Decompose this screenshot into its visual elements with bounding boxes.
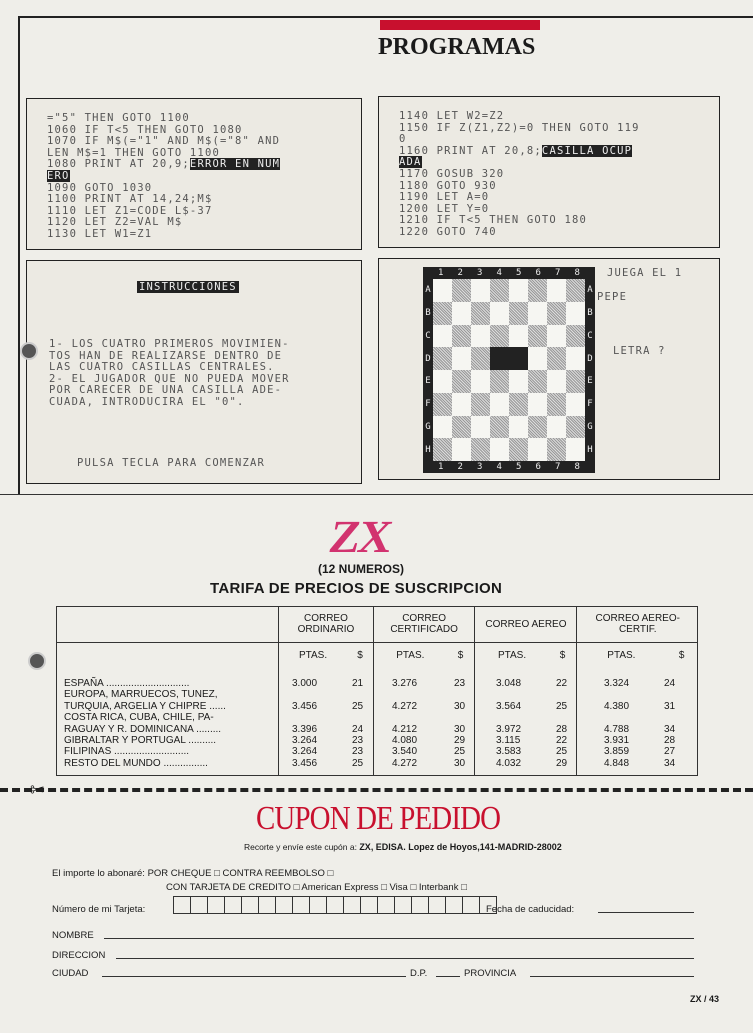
tarifa-title: TARIFA DE PRECIOS DE SUSCRIPCION [210, 580, 503, 597]
board-cell [452, 302, 471, 325]
board-cell [528, 279, 547, 302]
board-cell [566, 416, 585, 439]
rate-value: 4.272 [392, 757, 418, 769]
board-cell [471, 438, 490, 461]
card-digit-box[interactable] [292, 896, 310, 914]
board-cell [490, 416, 509, 439]
card-digit-box[interactable] [241, 896, 259, 914]
board-cell [490, 325, 509, 348]
board-cell [509, 393, 528, 416]
code-panel-left [26, 98, 362, 250]
code-listing-left: ="5" THEN GOTO 1100 1060 IF T<5 THEN GOTO 1080 1070 IF M$(="1" AND M$(="8" AND LEN M$=1 THEN GOTO 1100 1080 PRINT AT 20,9;ERROR EN NUM ERO 1090 GOTO 1030 1100 PRINT AT 14,24;M$ 1110 LET Z1=CODE L$-37 1120 LET Z2=VAL M$ 1130 LET W1=Z1 [47, 112, 281, 240]
board-cell [433, 416, 452, 439]
rate-value: 25 [556, 700, 568, 712]
instructions-panel [26, 260, 362, 484]
dp-label: D.P. [410, 968, 428, 979]
board-row-labels-right: A B C D E F G H [587, 285, 593, 455]
board-cell [433, 347, 452, 370]
board-cell [528, 347, 547, 370]
rates-header-aereo: CORREO AEREO [475, 606, 577, 643]
rate-value: 3.324 [604, 678, 630, 689]
card-digit-box[interactable] [258, 896, 276, 914]
board-cell [490, 438, 509, 461]
rate-value: 25 [352, 757, 364, 769]
expiry-field[interactable] [598, 912, 694, 913]
rate-value: 3.931 [604, 735, 630, 746]
board-cell [528, 302, 547, 325]
rate-value: 23 [352, 746, 364, 758]
page-number: ZX / 43 [690, 994, 720, 1004]
rate-value: 29 [454, 735, 466, 746]
rate-value: 24 [664, 678, 676, 689]
rate-value: 25 [352, 700, 364, 712]
board-cell [547, 279, 566, 302]
red-strip [380, 20, 540, 30]
rate-value: 30 [454, 757, 466, 769]
recorte-text: Recorte y envíe este cupón a: ZX, EDISA. Lopez de Hoyos,141-MADRID-28002 [244, 842, 562, 852]
letter-prompt: LETRA ? [613, 345, 666, 357]
unit-usd: $ [678, 649, 685, 661]
zx-logo: ZX [325, 511, 395, 562]
rate-value: 4.788 [604, 723, 630, 735]
card-digit-box[interactable] [394, 896, 412, 914]
board-cell [547, 416, 566, 439]
card-digit-box[interactable] [224, 896, 242, 914]
board-cell [490, 347, 509, 370]
board-cell [452, 416, 471, 439]
board-cell [547, 438, 566, 461]
rate-value: 30 [454, 700, 466, 712]
rate-value: 28 [556, 723, 568, 735]
rate-value: 25 [454, 746, 466, 758]
rate-value: 3.583 [496, 746, 522, 758]
board-cell [547, 347, 566, 370]
board-cell [547, 325, 566, 348]
rate-value: 25 [556, 746, 568, 758]
unit-ptas: PTAS. [475, 643, 549, 668]
code-listing-right: 1140 LET W2=Z2 1150 IF Z(Z1,Z2)=0 THEN GOTO 119 0 1160 PRINT AT 20,8;CASILLA OCUP ADA 1170 GOSUB 320 1180 GOTO 930 1190 LET A=0 1200 LET Y=0 1210 IF T<5 THEN GOTO 180 1220 GOTO 740 [399, 110, 640, 238]
unit-usd: $ [457, 649, 464, 661]
rate-value: 3.456 [292, 757, 318, 769]
rate-value: 30 [454, 723, 466, 735]
card-digit-box[interactable] [207, 896, 225, 914]
card-number-label: Número de mi Tarjeta: [52, 904, 146, 915]
rate-value: 23 [454, 678, 466, 689]
rate-value: 3.048 [496, 678, 522, 689]
rate-value: 24 [352, 723, 364, 735]
ciudad-label: CIUDAD [52, 968, 89, 979]
board-cell [528, 416, 547, 439]
left-rule [18, 16, 20, 494]
card-digit-box[interactable] [445, 896, 463, 914]
board-cell [433, 393, 452, 416]
board-col-labels-top: 1 2 3 4 5 6 7 8 [438, 268, 580, 278]
board-cell [471, 279, 490, 302]
board-cell [452, 325, 471, 348]
board-cell [528, 370, 547, 393]
tarjeta-line[interactable]: CON TARJETA DE CREDITO □ American Express □ Visa □ Interbank □ [166, 882, 467, 893]
game-panel [378, 258, 720, 480]
rate-value: 3.264 [292, 735, 318, 746]
rate-value: 3.396 [292, 723, 318, 735]
cut-line [0, 788, 753, 792]
ciudad-field[interactable] [102, 976, 406, 977]
rate-value: 3.115 [496, 735, 521, 746]
rate-value: 3.564 [496, 700, 522, 712]
board-cell [433, 279, 452, 302]
board-row-labels-left: A B C D E F G H [425, 285, 431, 455]
rate-value: 4.380 [604, 700, 630, 712]
unit-ptas: PTAS. [373, 643, 446, 668]
card-digit-box[interactable] [326, 896, 344, 914]
board-cell [433, 302, 452, 325]
board-cell [566, 302, 585, 325]
board-cell [452, 438, 471, 461]
direccion-field[interactable] [116, 958, 694, 959]
player-name: PEPE [597, 291, 628, 303]
rate-value: 3.859 [604, 746, 630, 758]
board-cell [566, 438, 585, 461]
nombre-label: NOMBRE [52, 930, 94, 941]
unit-ptas: PTAS. [279, 643, 348, 668]
rate-value: 34 [664, 723, 676, 735]
card-digit-box[interactable] [360, 896, 378, 914]
board-cell [452, 393, 471, 416]
rates-header-certificado: CORREO CERTIFICADO [373, 606, 475, 643]
instructions-text: 1- LOS CUATRO PRIMEROS MOVIMIEN- TOS HAN DE REALIZARSE DENTRO DE LAS CUATRO CASILLAS CENTRALES. 2- EL JUGADOR QUE NO PUEDA MOVER POR CARECER DE UNA CASILLA ADE- CUADA, INTRODUCIRA EL "0". [49, 338, 290, 408]
rate-value: 29 [556, 757, 568, 769]
rate-value: 3.456 [292, 700, 318, 712]
dp-field[interactable] [436, 976, 460, 977]
section-divider [0, 494, 753, 495]
scissors-icon: ✂ [30, 780, 46, 800]
card-digit-box[interactable] [377, 896, 395, 914]
board-cell [490, 302, 509, 325]
rate-value: 3.276 [392, 678, 418, 689]
game-board [423, 267, 595, 473]
rates-header-ordinario: CORREO ORDINARIO [279, 606, 374, 643]
board-cell [452, 347, 471, 370]
card-digit-box[interactable] [190, 896, 208, 914]
card-digit-box[interactable] [173, 896, 191, 914]
section-title: PROGRAMAS [378, 34, 536, 60]
card-number-boxes[interactable] [174, 896, 497, 914]
board-cell [566, 393, 585, 416]
nombre-field[interactable] [104, 938, 694, 939]
board-cell [528, 438, 547, 461]
rate-value: 4.272 [392, 700, 418, 712]
instructions-title: INSTRUCCIONES [139, 281, 237, 293]
board-cell [509, 302, 528, 325]
board-cell [566, 347, 585, 370]
board-cell [509, 279, 528, 302]
board-cell [471, 302, 490, 325]
unit-usd: $ [357, 649, 363, 661]
rate-value: 4.848 [604, 757, 630, 769]
rate-value: 34 [664, 757, 676, 769]
board-cell [509, 370, 528, 393]
rate-value: 3.972 [496, 723, 522, 735]
card-digit-box[interactable] [275, 896, 293, 914]
provincia-label: PROVINCIA [464, 968, 517, 979]
board-cell [452, 279, 471, 302]
binder-hole [20, 342, 38, 360]
board-cell [547, 302, 566, 325]
board-cell [528, 325, 547, 348]
board-cell [547, 393, 566, 416]
issues-count: (12 NUMEROS) [318, 562, 405, 576]
board-cell [509, 438, 528, 461]
rate-value: 4.080 [392, 735, 418, 746]
board-cell [509, 347, 528, 370]
board-cell [471, 370, 490, 393]
board-col-labels-bottom: 1 2 3 4 5 6 7 8 [438, 462, 580, 472]
unit-usd: $ [559, 649, 566, 661]
expiry-label: Fecha de caducidad: [486, 904, 575, 915]
board-cell [490, 370, 509, 393]
country-list: ESPAÑA .............................. EUROPA, MARRUECOS, TUNEZ, TURQUIA, ARGELIA Y CHIPRE ...... COSTA RICA, CUBA, CHILE, PA- RAGUAY Y R. DOMINICANA ......... GIBRALTAR Y PORTUGAL .......... FILIPINAS ........................... RESTO DEL MUNDO ................ [64, 678, 226, 769]
board-cell [490, 393, 509, 416]
board-cell [528, 393, 547, 416]
importe-line[interactable]: El importe lo abonaré: POR CHEQUE □ CONTRA REEMBOLSO □ [52, 868, 334, 879]
card-digit-box[interactable] [428, 896, 446, 914]
board-cell [547, 370, 566, 393]
card-digit-box[interactable] [462, 896, 480, 914]
board-cell [452, 370, 471, 393]
binder-hole [28, 652, 46, 670]
board-cell [471, 416, 490, 439]
rate-value: 28 [664, 735, 676, 746]
rate-value: 22 [556, 735, 568, 746]
direccion-label: DIRECCION [52, 950, 106, 961]
rate-value: 4.032 [496, 757, 522, 769]
board-cell [509, 416, 528, 439]
rate-value: 3.264 [292, 746, 318, 758]
code-panel-right [378, 96, 720, 248]
rate-value: 4.212 [392, 723, 418, 735]
rate-value: 27 [664, 746, 676, 758]
board-cell [433, 325, 452, 348]
rates-header-aereo-certif: CORREO AEREO-CERTIF. [577, 606, 698, 643]
board-cell [566, 370, 585, 393]
card-digit-box[interactable] [411, 896, 429, 914]
rate-value: 23 [352, 735, 364, 746]
rate-value: 22 [556, 678, 568, 689]
rate-value: 3.540 [392, 746, 418, 758]
cupon-title: CUPON DE PEDIDO [256, 800, 501, 837]
board-cell [471, 347, 490, 370]
board-cell [433, 370, 452, 393]
rate-value: 3.000 [292, 678, 318, 689]
provincia-field[interactable] [530, 976, 694, 977]
board-cell [433, 438, 452, 461]
unit-ptas: PTAS. [577, 643, 665, 668]
top-rule [18, 16, 753, 18]
board-cell [566, 325, 585, 348]
rate-value: 31 [664, 700, 676, 712]
rates-header-blank [56, 606, 279, 643]
turn-text: JUEGA EL 1 [607, 267, 683, 279]
instructions-footer: PULSA TECLA PARA COMENZAR [77, 457, 266, 469]
board-cell [566, 279, 585, 302]
board-grid [433, 279, 585, 461]
card-digit-box[interactable] [343, 896, 361, 914]
rate-value: 21 [352, 678, 364, 689]
board-cell [490, 279, 509, 302]
card-digit-box[interactable] [309, 896, 327, 914]
board-cell [471, 393, 490, 416]
board-cell [471, 325, 490, 348]
board-cell [509, 325, 528, 348]
